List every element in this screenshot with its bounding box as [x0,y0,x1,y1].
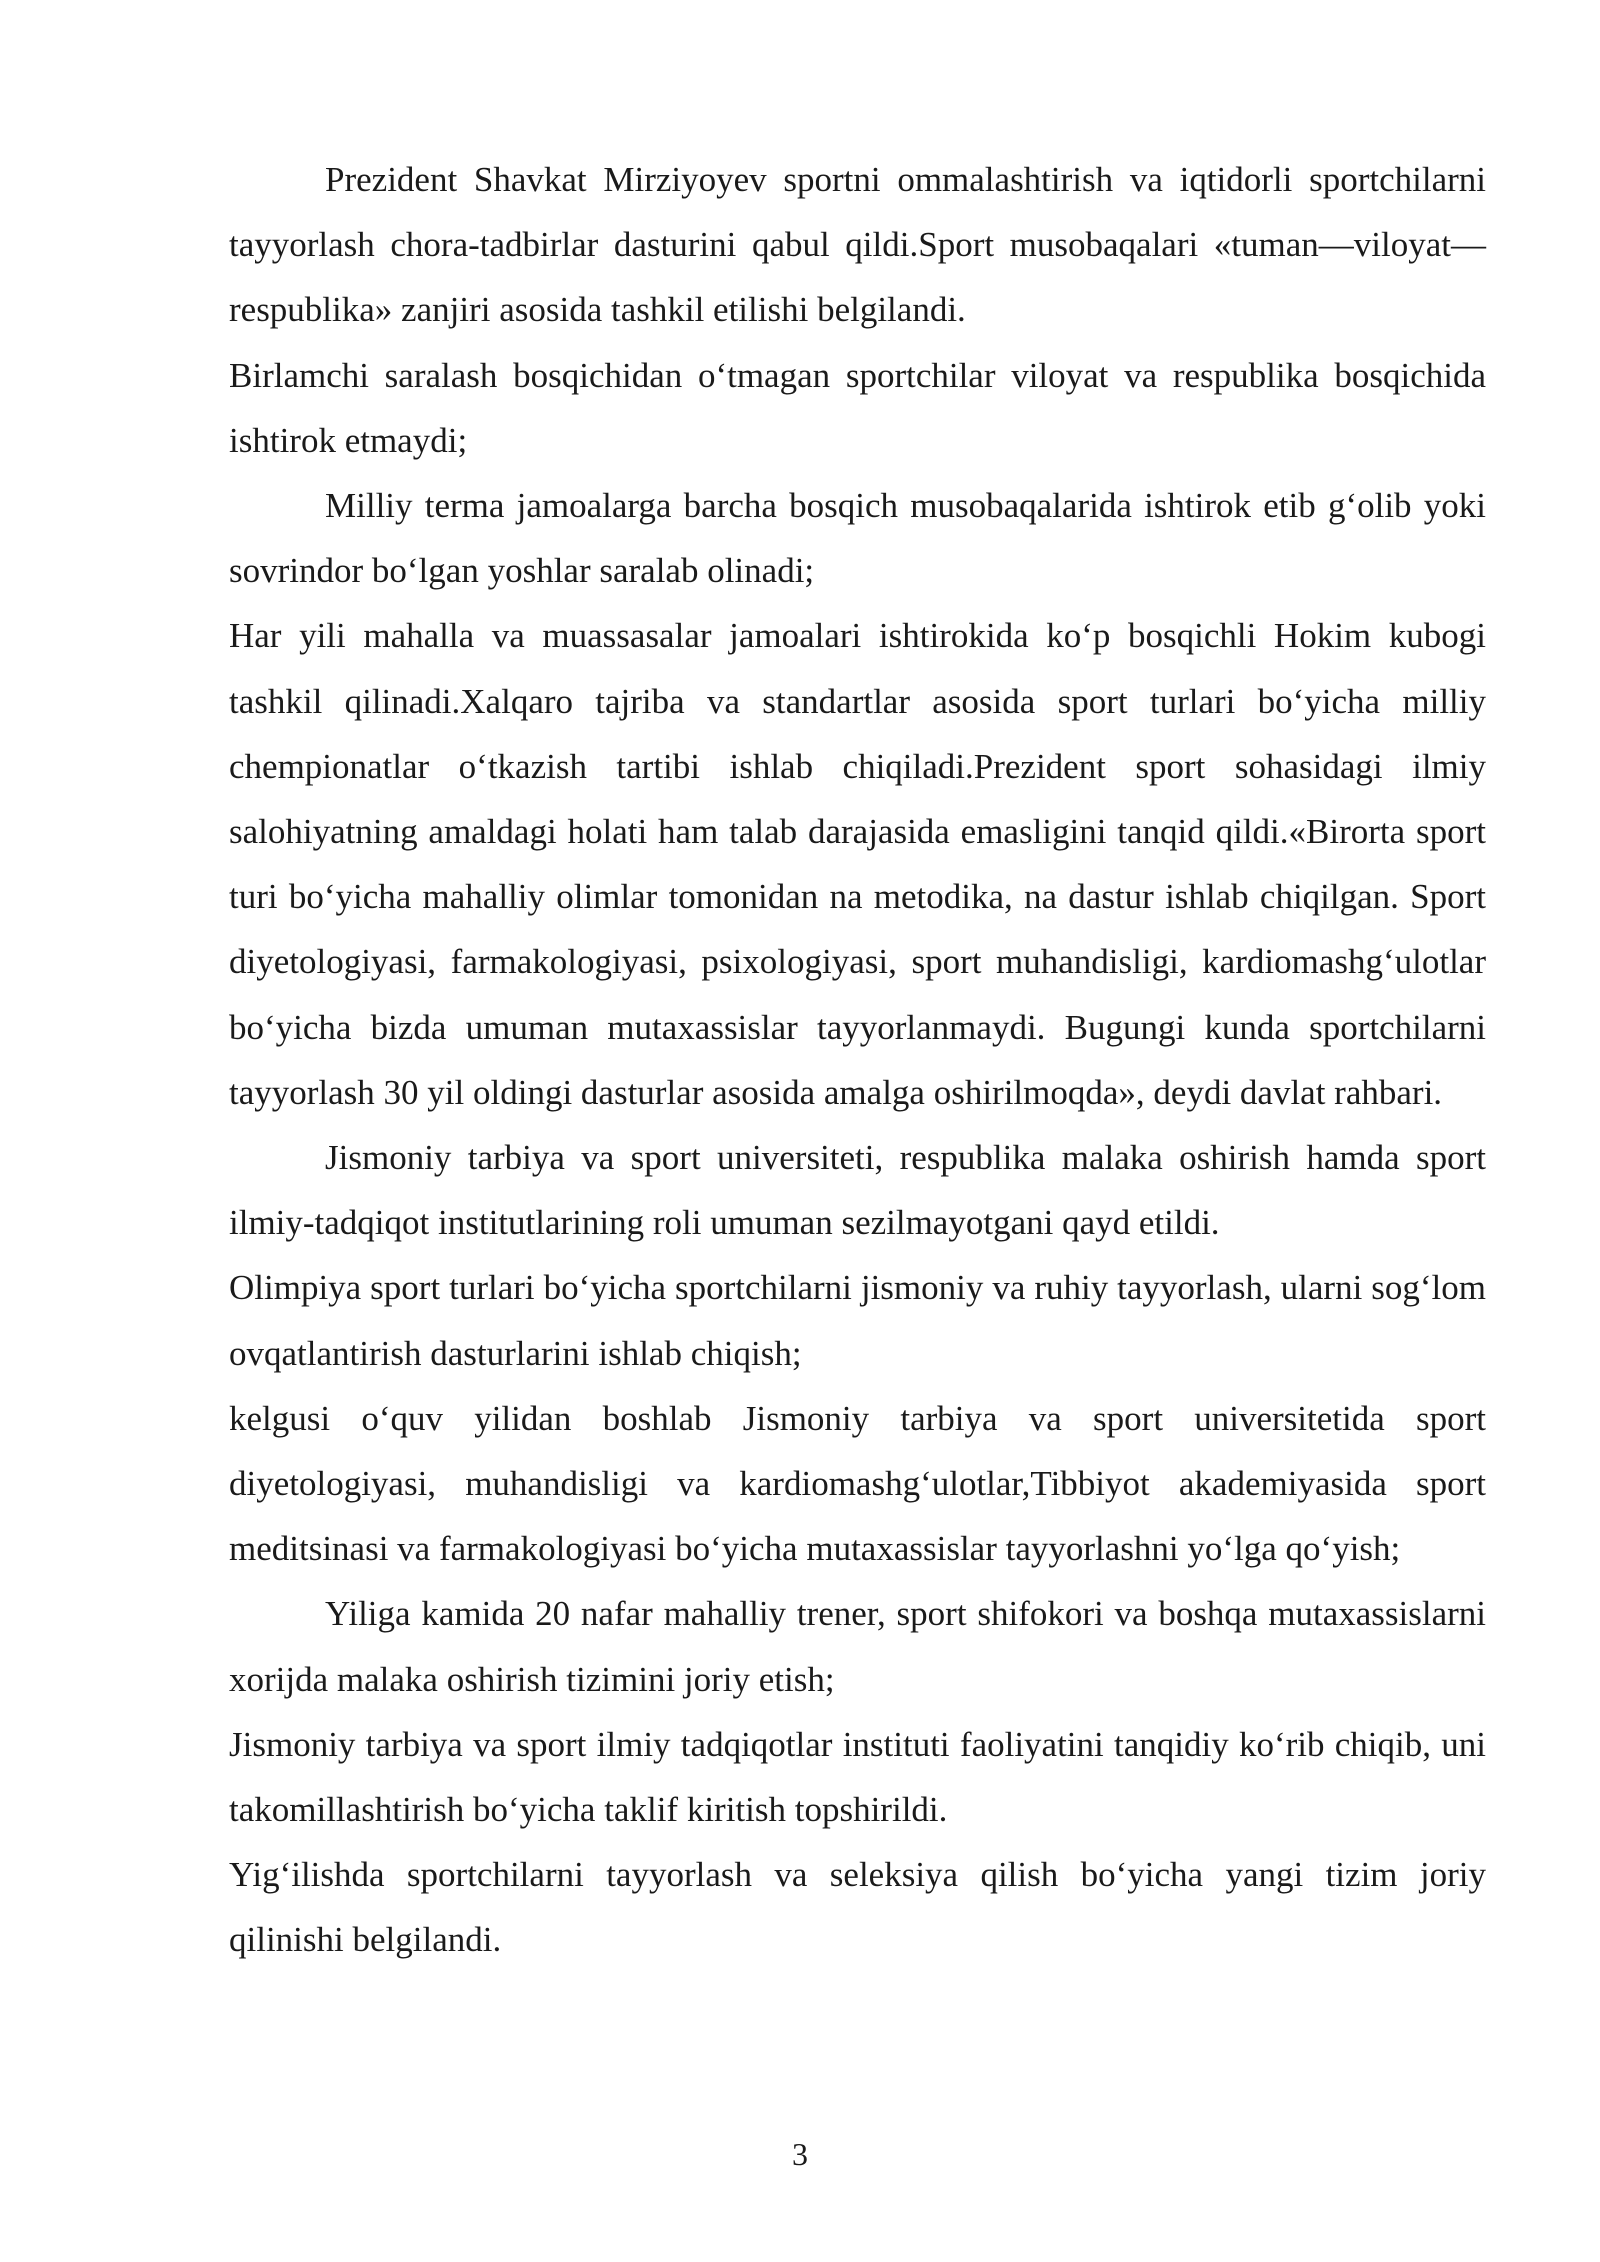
paragraph: Birlamchi saralash bosqichidan o‘tmagan sportchilar viloyat va respublika bosqichida ishtirok etmaydi; [229,355,1486,460]
paragraph: Jismoniy tarbiya va sport ilmiy tadqiqotlar instituti faoliyatini tanqidiy ko‘rib chiqib, uni takomillashtirish bo‘yicha taklif kiritish topshirildi. [229,1724,1486,1830]
paragraph: Milliy terma jamoalarga barcha bosqich musobaqalarida ishtirok etib g‘olib yoki sovrindor bo‘lgan yoshlar saralab olinadi; [229,486,1486,591]
document-body [229,147,1486,1973]
page-number: 3 [792,2136,808,2172]
paragraph: Prezident Shavkat Mirziyoyev sportni ommalashtirish va iqtidorli sportchilarni tayyorlash chora-tadbirlar dasturini qabul qildi.Sport musobaqalari «tuman—viloyat—respublika» zanjiri asosida tashkil etilishi belgilandi. [229,160,1486,330]
paragraph: Olimpiya sport turlari bo‘yicha sportchilarni jismoniy va ruhiy tayyorlash, ularni sog‘lom ovqatlantirish dasturlarini ishlab chiqish; [229,1268,1486,1373]
paragraph: kelgusi o‘quv yilidan boshlab Jismoniy tarbiya va sport universitetida sport diyetologiyasi, muhandisligi va kardiomashg‘ulotlar,Tibbiyot akademiyasida sport meditsinasi va farmakologiyasi bo‘yicha mutaxassislar tayyorlashni yo‘lga qo‘yish; [229,1398,1486,1569]
paragraph: Har yili mahalla va muassasalar jamoalari ishtirokida ko‘p bosqichli Hokim kubogi tashkil qilinadi.Xalqaro tajriba va standartlar asosida sport turlari bo‘yicha milliy chempionatlar o‘tkazish tartibi ishlab chiqiladi.Prezident sport sohasidagi ilmiy salohiyatning amaldagi holati ham talab darajasida emasligini tanqid qildi.«Birorta sport turi bo‘yicha mahalliy olimlar tomonidan na metodika, na dastur ishlab chiqilgan. Sport diyetologiyasi, farmakologiyasi, psixologiyasi, sport muhandisligi, kardiomashg‘ulotlar bo‘yicha bizda umuman mutaxassislar tayyorlanmaydi. Bugungi kunda sportchilarni tayyorlash 30 yil oldingi dasturlar asosida amalga oshirilmoqda», deydi davlat rahbari. [229,616,1486,1112]
paragraph: Jismoniy tarbiya va sport universiteti, respublika malaka oshirish hamda sport ilmiy-tadqiqot institutlarining roli umuman sezilmayotgani qayd etildi. [229,1138,1486,1243]
paragraph: Yig‘ilishda sportchilarni tayyorlash va seleksiya qilish bo‘yicha yangi tizim joriy qilinishi belgilandi. [229,1855,1486,1960]
paragraph: Yiliga kamida 20 nafar mahalliy trener, sport shifokori va boshqa mutaxassislarni xorijda malaka oshirish tizimini joriy etish; [229,1594,1486,1699]
